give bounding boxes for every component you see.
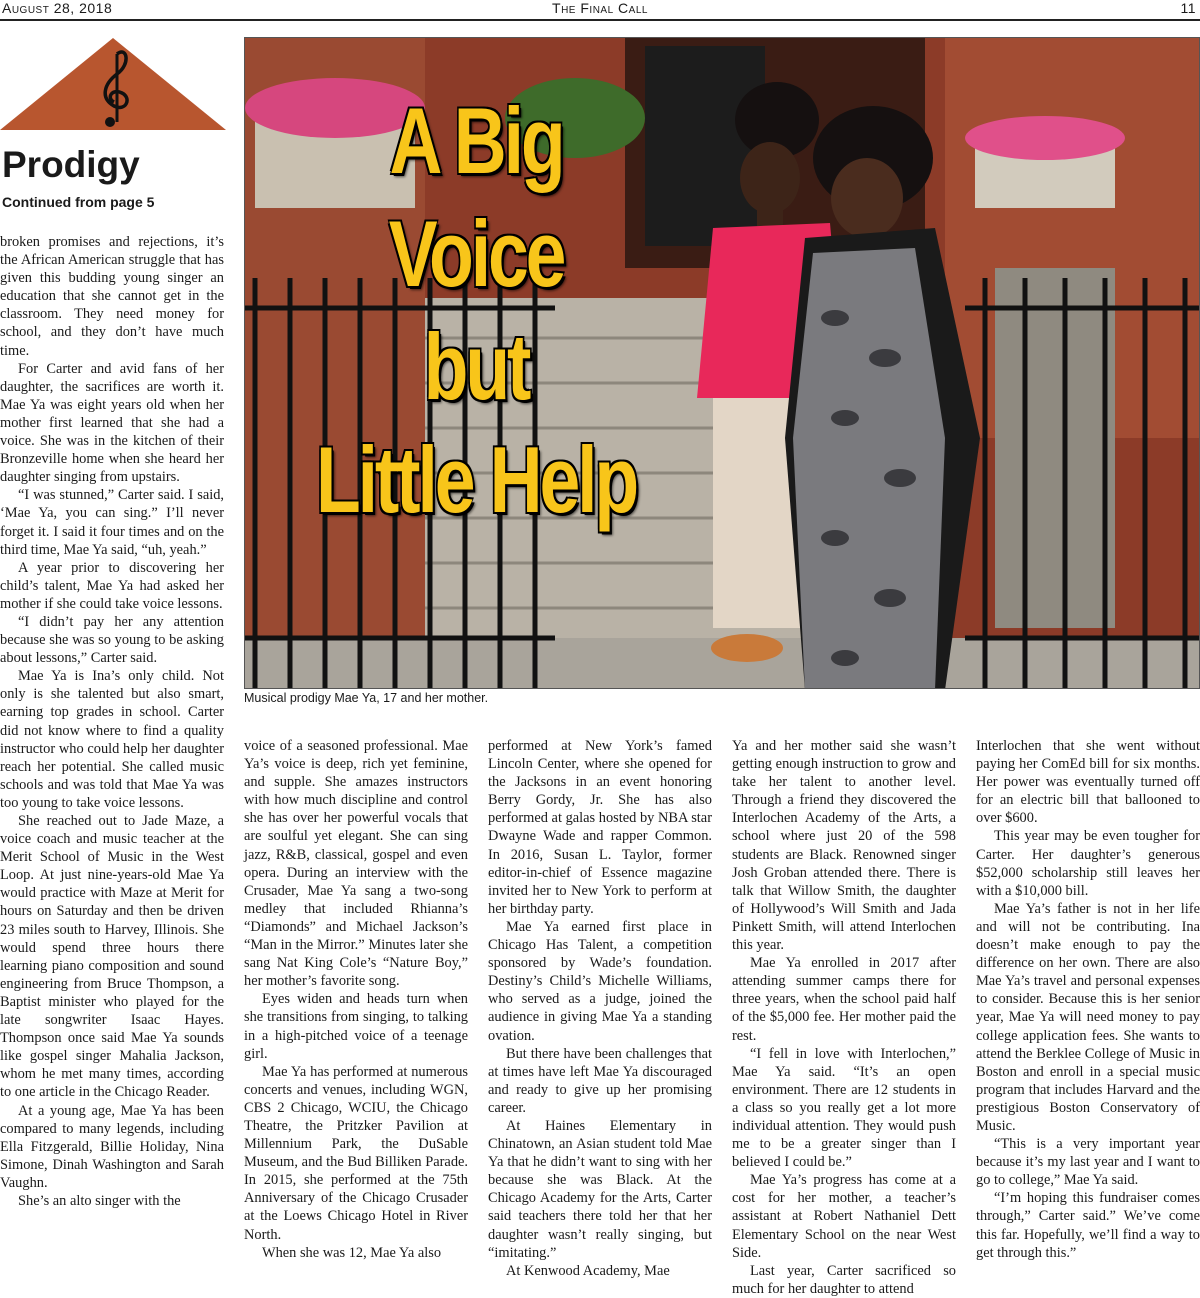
article-paragraph: Interlochen that she went without paying her ComEd bill for six months. Her power was eventually turned off for an electric bill that ballooned to over $600.	[976, 738, 1200, 827]
article-paragraph: Mae Ya enrolled in 2017 after attending summer camps there for three years, when the school paid half of the $5,000 fee. Her mother paid the rest.	[732, 955, 956, 1044]
mother-face	[831, 158, 903, 238]
roof-shape	[0, 38, 226, 130]
daughter-neck	[757, 206, 783, 226]
continued-from-note: Continued from page 5	[2, 194, 155, 210]
article-paragraph: Mae Ya has performed at numerous concerts and venues, including WGN, CBS 2 Chicago, WCIU, the Chicago Theatre, the Pritzker Pavilion at Millennium Park, the DuSable Museum, and the Bud Billiken Parade. In 2015, she performed at the 75th Anniversary of the Chicago Crusader at the Loews Chicago Hotel in River North.	[244, 1063, 468, 1243]
article-paragraph: She reached out to Jade Maze, a voice coach and music teacher at the Merit School of Music in the West Loop. At just nine-years-old Mae Ya would practice with Maze at Merit for hours on Saturday and then be driven 23 miles south to Harvey, Illinois. She would spend three hours there learning piano composition and sound engineering from Bruce Thompson, a Baptist minister who played for the late songwriter Isaac Hayes. Thompson once said Mae Ya sounds like gospel singer Mahalia Jackson, whom he met many times, according to one article in the Chicago Reader.	[0, 813, 224, 1101]
article-paragraph: “I was stunned,” Carter said. I said, ‘Mae Ya, you can sing.” I’ll never forget it. I said it four times and on the third time, Mae Ya said, “uh, yeah.”	[0, 487, 224, 558]
daughter-face	[740, 142, 800, 214]
article-paragraph: This year may be even tougher for Carter. Her daughter’s generous $52,000 scholarship still leaves her with a $10,000 bill.	[976, 828, 1200, 899]
article-paragraph: At a young age, Mae Ya has been compared to many legends, including Ella Fitzgerald, Billie Holiday, Nina Simone, Dinah Washington and Sarah Vaughn.	[0, 1102, 224, 1191]
headline-line-2: Voice	[388, 201, 564, 306]
article-paragraph: Mae Ya’s progress has come at a cost for her mother, a teacher’s assistant at Robert Nathaniel Dett Elementary School on the near West Side.	[732, 1172, 956, 1261]
article-paragraph: For Carter and avid fans of her daughter, the sacrifices are worth it. Mae Ya was eight years old when her mother first learned that she had a voice. She was in the kitchen of their Bronzeville home when she heard her daughter singing from upstairs.	[0, 360, 224, 486]
article-paragraph: Ya and her mother said she wasn’t getting enough instruction to grow and take her talent to another level. Through a friend they discovered the Interlochen Academy of the Arts, a school where just 20 of the 598 students are Black. Renowned singer Josh Groban attended there. There is talk that Willow Smith, the daughter of Hollywood’s Will Smith and Jada Pinkett Smith, will attend Interlochen this year.	[732, 738, 956, 954]
page-number: 11	[1180, 0, 1196, 16]
article-paragraph: “I didn’t pay her any attention because she was so young to be asking about lessons,” Carter said.	[0, 613, 224, 667]
article-paragraph: Mae Ya’s father is not in her life and will not be contributing. Ina doesn’t make enough to pay the difference on her own. There are also Mae Ya’s travel and personal expenses to consider. Because this is her senior year, Mae Ya will need money to pay college application fees. She wants to attend the Berklee College of Music in Boston and enroll in a special music program that includes Harvard and the prestigious Boston Conservatory of Music.	[976, 900, 1200, 1134]
stone-pillar	[995, 268, 1115, 628]
article-paragraph: broken promises and rejections, it’s the African American struggle that has given this budding young singer an education that she cannot get in the classroom. They need money for school, and they don’t have much time.	[0, 234, 224, 359]
article-paragraph: When she was 12, Mae Ya also	[262, 1244, 442, 1261]
article-paragraph: At Haines Elementary in Chinatown, an Asian student told Mae Ya that he didn’t want to sing with her because she was Black. At the Chicago Academy for the Arts, Carter said teachers there told her that her daughter wasn’t really singing, but “imitating.”	[488, 1117, 712, 1261]
article-column-3	[488, 737, 712, 1280]
article-paragraph: Eyes widen and heads turn when she transitions from singing, to talking in a high-pitched voice of a teenage girl.	[244, 991, 468, 1062]
article-paragraph: Mae Ya earned first place in Chicago Has Talent, a competition sponsored by Wade’s foundation. Destiny’s Child’s Michelle Williams, who served as a judge, joined the audience in giving Mae Ya a standing ovation.	[488, 918, 712, 1044]
mother-dress	[793, 248, 945, 689]
article-paragraph: A year prior to discovering her child’s talent, Mae Ya had asked her mother if she could take voice lessons.	[0, 559, 224, 612]
section-title: Prodigy	[2, 144, 140, 185]
article-paragraph: At Kenwood Academy, Mae	[506, 1262, 670, 1279]
photo-caption: Musical prodigy Mae Ya, 17 and her mother.	[244, 691, 489, 705]
article-paragraph: Last year, Carter sacrificed so much for her daughter to attend	[732, 1262, 956, 1297]
article-paragraph: “I fell in love with Interlochen,” Mae Ya said. “It’s an open environment. There are 12 students in a class so you really get a lot more individual attention. They would push me to be a greater singer than I believed I could be.”	[732, 1045, 956, 1171]
article-paragraph: “I’m hoping this fundraiser comes through,” Carter said.” We’ve come this far. Hopefully, we’ll find a way to get through this.”	[976, 1190, 1200, 1261]
article-paragraph: voice of a seasoned professional. Mae Ya’s voice is deep, rich yet feminine, and supple. She amazes instructors with how much discipline and control she has over her powerful vocals that are soulful yet elegant. She can sing jazz, R&B, classical, gospel and even opera. During an interview with the Crusader, Mae Ya sang a two-song medley that included Rhianna’s “Diamonds” and Michael Jackson’s “Man in the Mirror.” Minutes later she sang Nat King Cole’s “Nature Boy,” her mother’s favorite song.	[244, 738, 468, 990]
article-paragraph: performed at New York’s famed Lincoln Center, where she opened for the Jacksons in an event honoring Berry Gordy, Jr. She has also performed at galas hosted by NBA star Dwayne Wade and rapper Common. In 2016, Susan L. Taylor, former editor-in-chief of Essence magazine invited her to New York to perform at her birthday party.	[488, 738, 712, 917]
headline-line-3: but	[423, 314, 529, 419]
right-flowers	[965, 116, 1125, 160]
headline-line-1: A Big	[389, 88, 563, 193]
article-paragraph: “This is a very important year because it’s my last year and I want to go to college,” Mae Ya said.	[976, 1136, 1200, 1189]
article-column-2	[244, 737, 468, 1262]
headline	[304, 84, 647, 536]
article-column-1	[0, 233, 224, 1210]
page-header	[0, 0, 1200, 20]
publication-name: The Final Call	[552, 0, 648, 16]
daughter-shoes	[711, 634, 783, 662]
issue-date: August 28, 2018	[2, 0, 113, 16]
headline-line-4: Little Help	[315, 427, 637, 532]
header-rule	[0, 19, 1200, 21]
treble-clef-icon	[0, 36, 226, 132]
article-paragraph: But there have been challenges that at times have left Mae Ya discouraged and ready to give up her promising career.	[488, 1045, 712, 1116]
article-paragraph: Mae Ya is Ina’s only child. Not only is she talented but also smart, earning top grades in school. Carter did not know where to find a quality instructor who could help her daughter reach her potential. She called music schools and was told that Mae Ya was too young to take voice lessons.	[0, 668, 224, 811]
article-column-5	[976, 737, 1200, 1262]
article-paragraph: She’s an alto singer with the	[18, 1192, 181, 1209]
article-column-4	[732, 737, 956, 1298]
